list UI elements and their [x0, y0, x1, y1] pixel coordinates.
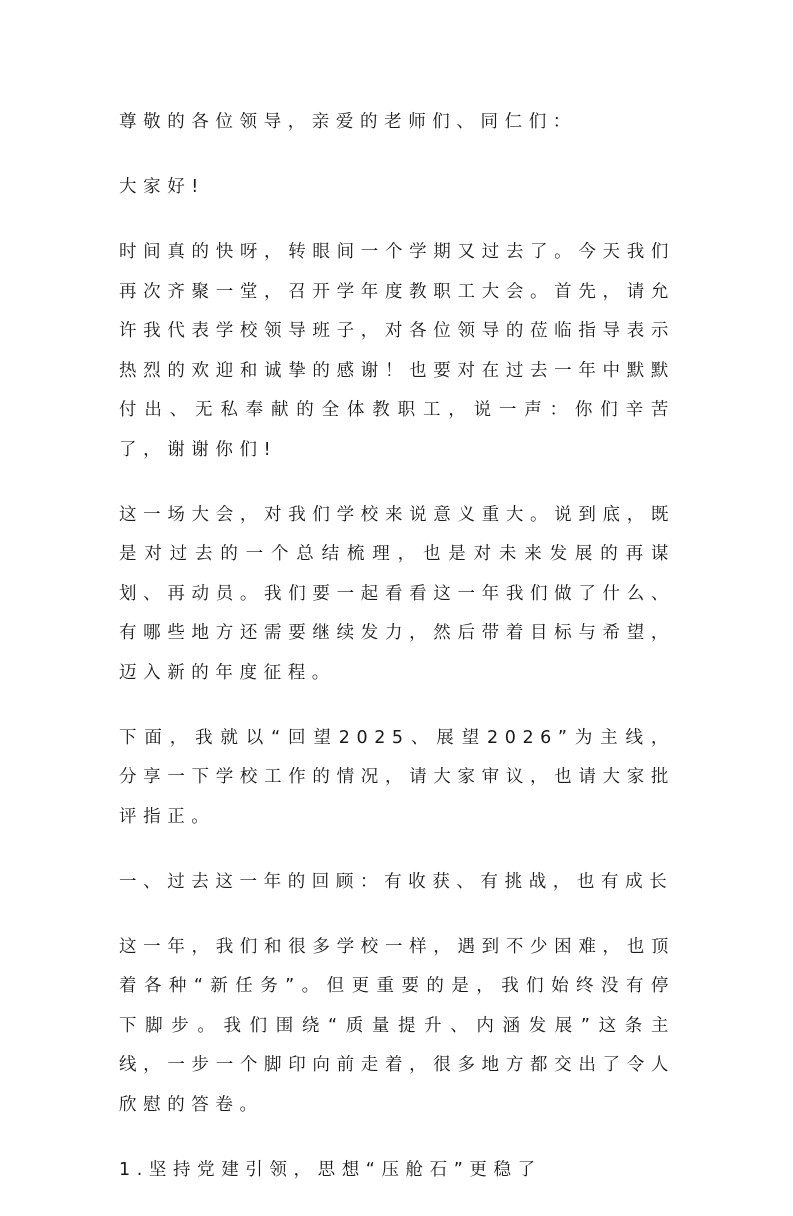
- salutation-paragraph: 尊敬的各位领导，亲爱的老师们、同仁们：: [119, 112, 577, 132]
- outline-paragraph: 下面，我就以“回望2025、展望2026”为主线，分享一下学校工作的情况，请大家审议，也请大家批评指正。: [119, 727, 675, 827]
- review-paragraph: 这一年，我们和很多学校一样，遇到不少困难，也顶着各种“新任务”。但更重要的是，我们始终没有停下脚步。我们围绕“质量提升、内涵发展”这条主线，一步一个脚印向前走着，很多地方都交出了令人欣慰的答卷。: [119, 936, 675, 1115]
- section-heading-review: 一、过去这一年的回顾：有收获、有挑战，也有成长: [119, 871, 674, 892]
- meaning-paragraph: 这一场大会，对我们学校来说意义重大。说到底，既是对过去的一个总结梳理，也是对未来发展的再谋划、再动员。我们要一起看看这一年我们做了什么、有哪些地方还需要继续发力，然后带着目标与希望，迈入新的年度征程。: [119, 504, 675, 683]
- document-page: [119, 103, 675, 1216]
- greeting-paragraph: 大家好!: [119, 177, 205, 197]
- subsection-heading-party-building: 1.坚持党建引领，思想“压舱石”更稳了: [119, 1159, 542, 1180]
- opening-paragraph: 时间真的快呀，转眼间一个学期又过去了。今天我们再次齐聚一堂，召开学年度教职工大会。首先，请允许我代表学校领导班子，对各位领导的莅临指导表示热烈的欢迎和诚挚的感谢！也要对在过去一年中默默付出、无私奉献的全体教职工，说一声：你们辛苦了，谢谢你们!: [119, 242, 675, 460]
